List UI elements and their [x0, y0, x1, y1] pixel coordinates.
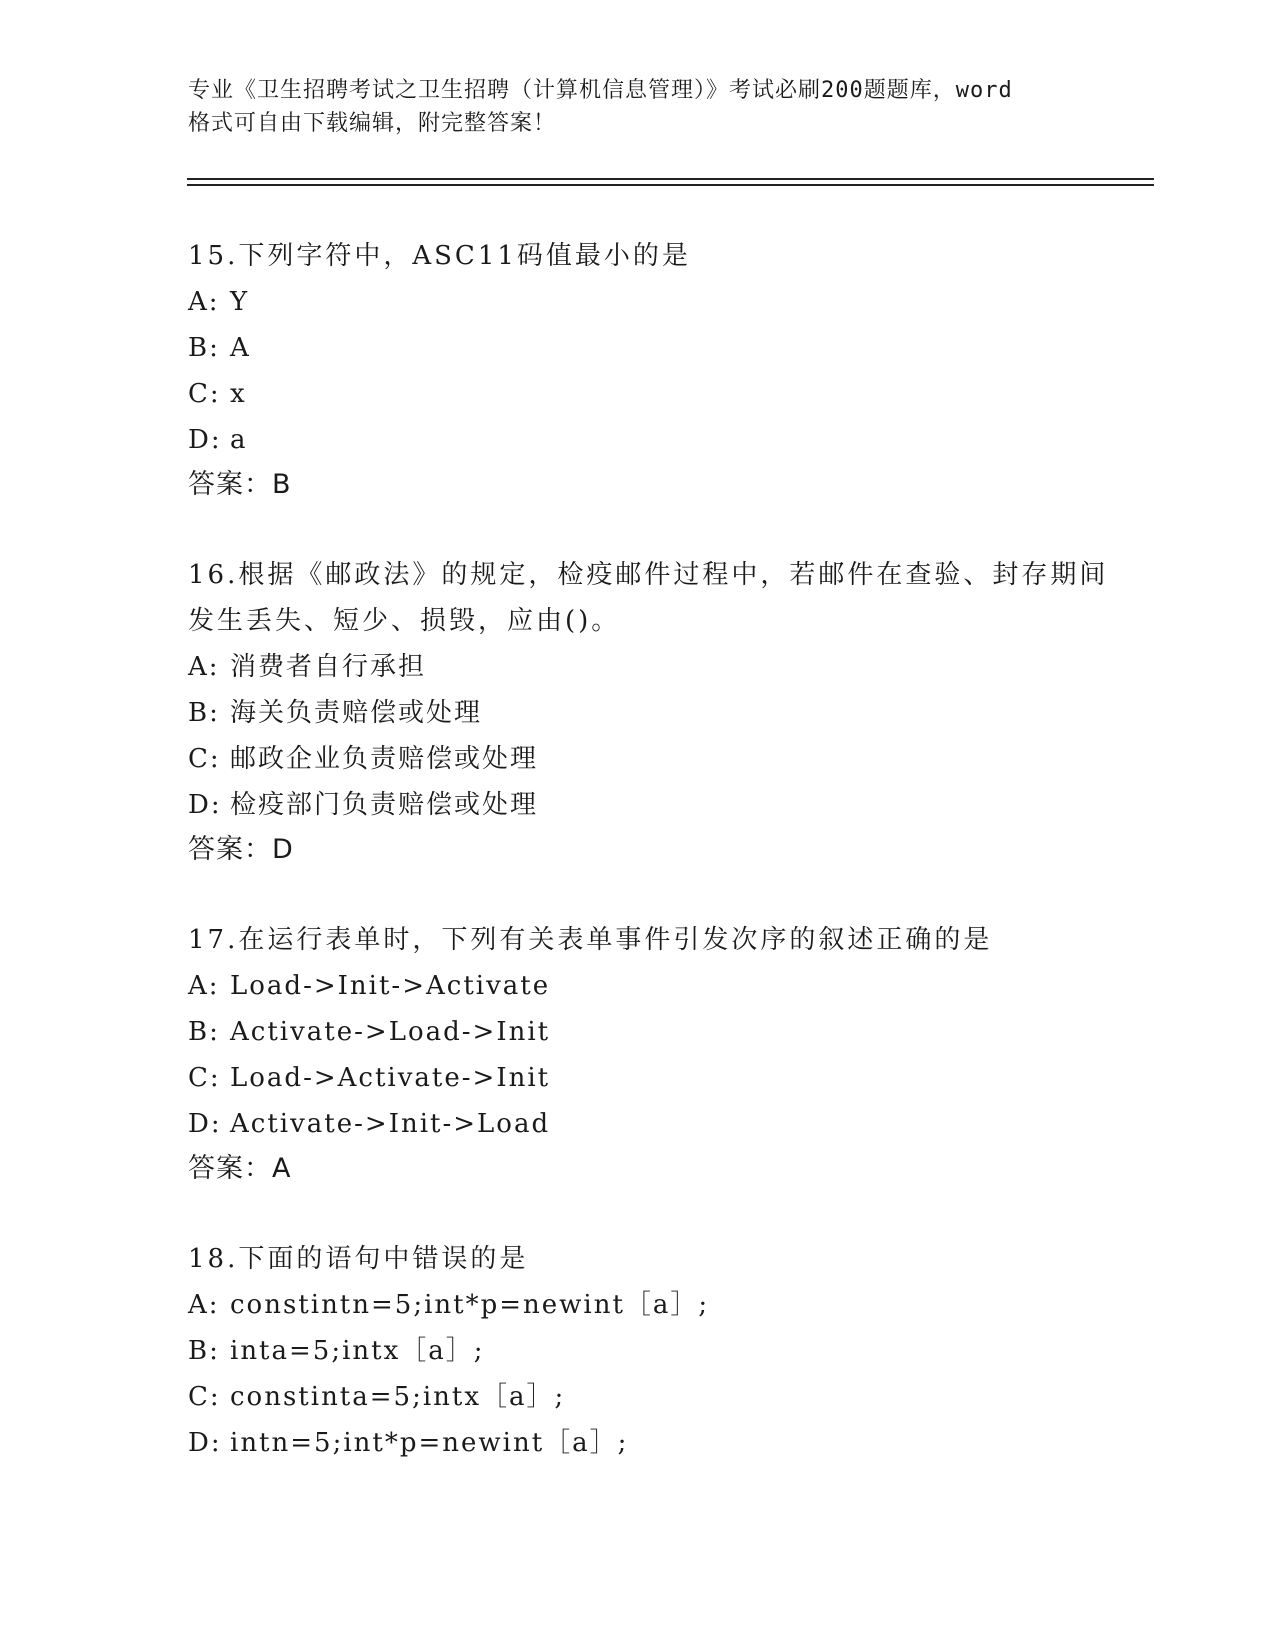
option-key: D: — [188, 790, 222, 820]
option-c — [188, 371, 1128, 417]
option-text: constinta=5;intx［a］; — [230, 1382, 566, 1412]
option-text: x — [230, 379, 247, 409]
question-15 — [188, 233, 1128, 507]
document-header — [188, 74, 1088, 140]
option-d — [188, 417, 1128, 463]
option-text: Activate->Init->Load — [230, 1109, 551, 1139]
option-key: C: — [188, 1382, 221, 1412]
option-text: Load->Activate->Init — [230, 1063, 551, 1093]
header-divider-bottom — [187, 184, 1154, 186]
header-divider-top — [187, 178, 1154, 180]
option-key: C: — [188, 744, 221, 774]
header-line-1: 专业《卫生招聘考试之卫生招聘（计算机信息管理）》考试必刷200题题库，word — [188, 78, 1013, 103]
option-text: A — [230, 333, 251, 363]
answer: 答案：A — [188, 1153, 292, 1184]
answer: 答案：D — [188, 834, 294, 865]
option-key: A: — [188, 287, 220, 317]
option-c — [188, 1055, 1128, 1101]
option-key: C: — [188, 1063, 221, 1093]
option-key: D: — [188, 425, 222, 455]
option-a — [188, 644, 1128, 690]
option-key: B: — [188, 1017, 220, 1047]
option-text: a — [230, 425, 248, 455]
option-a — [188, 1282, 1128, 1328]
option-text: 海关负责赔偿或处理 — [230, 698, 483, 728]
option-text: 消费者自行承担 — [230, 652, 427, 682]
option-text: Load->Init->Activate — [230, 971, 551, 1001]
option-b — [188, 1328, 1128, 1374]
option-text: inta=5;intx［a］; — [230, 1336, 485, 1366]
question-stem: 18.下面的语句中错误的是 — [188, 1244, 529, 1274]
header-line-2: 格式可自由下载编辑，附完整答案！ — [188, 111, 557, 136]
option-key: B: — [188, 698, 220, 728]
question-18 — [188, 1236, 1128, 1466]
option-c — [188, 736, 1128, 782]
option-key: B: — [188, 333, 220, 363]
option-c — [188, 1374, 1128, 1420]
question-stem: 16.根据《邮政法》的规定，检疫邮件过程中，若邮件在查验、封存期间发生丢失、短少、损毁，应由()。 — [188, 560, 1109, 636]
option-a — [188, 279, 1128, 325]
question-stem: 17.在运行表单时，下列有关表单事件引发次序的叙述正确的是 — [188, 925, 993, 955]
option-b — [188, 1009, 1128, 1055]
option-b — [188, 325, 1128, 371]
option-text: constintn=5;int*p=newint［a］; — [230, 1290, 710, 1320]
option-key: A: — [188, 652, 220, 682]
question-17 — [188, 917, 1128, 1191]
option-text: 检疫部门负责赔偿或处理 — [230, 790, 539, 820]
option-key: B: — [188, 1336, 220, 1366]
option-b — [188, 690, 1128, 736]
option-text: intn=5;int*p=newint［a］; — [230, 1428, 629, 1458]
option-key: C: — [188, 379, 221, 409]
option-d — [188, 782, 1128, 828]
option-text: Y — [230, 287, 250, 317]
question-16 — [188, 552, 1128, 872]
option-text: Activate->Load->Init — [230, 1017, 551, 1047]
option-a — [188, 963, 1128, 1009]
option-key: D: — [188, 1109, 222, 1139]
option-key: D: — [188, 1428, 222, 1458]
question-stem: 15.下列字符中，ASC11码值最小的是 — [188, 241, 691, 271]
answer: 答案：B — [188, 469, 292, 500]
option-d — [188, 1420, 1128, 1466]
option-text: 邮政企业负责赔偿或处理 — [230, 744, 539, 774]
option-d — [188, 1101, 1128, 1147]
option-key: A: — [188, 971, 220, 1001]
option-key: A: — [188, 1290, 220, 1320]
